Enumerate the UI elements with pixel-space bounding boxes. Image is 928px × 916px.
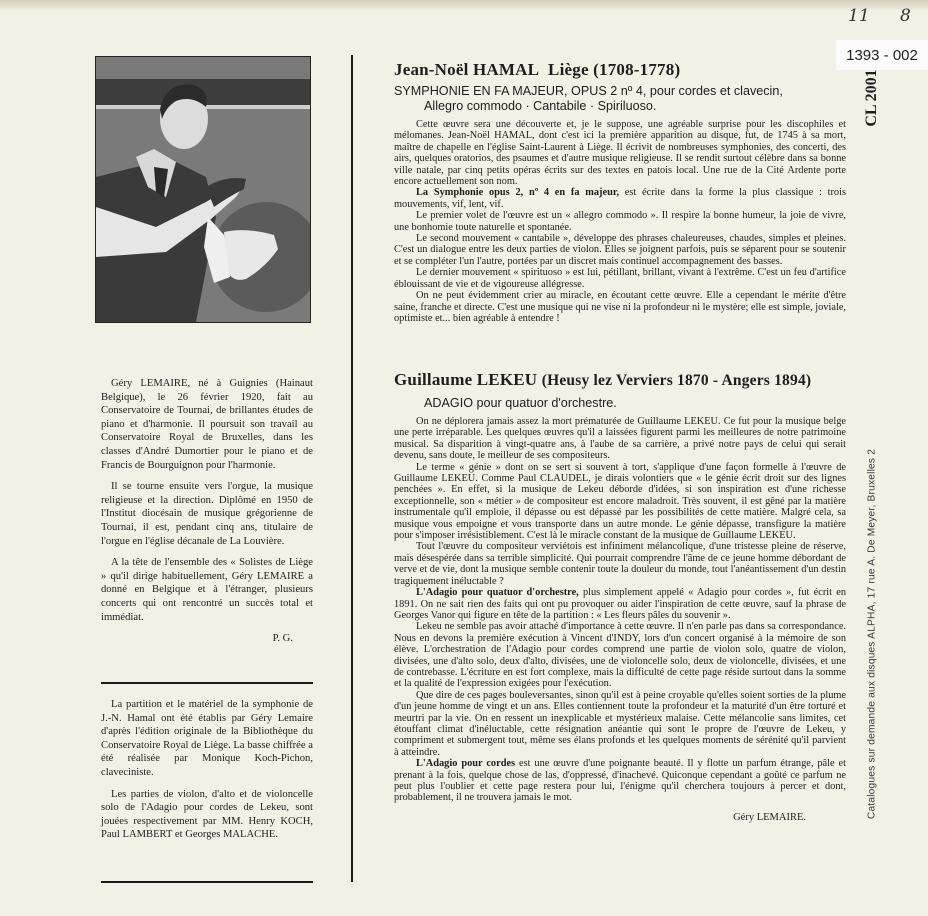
lekeu-paragraph-text: On ne déplorera jamais assez la mort prématurée de Guillaume LEKEU. Ce fut pour la musique belge une perte irréparable. Les quelques œuvres qu'il a laissées figurent parmi les meilleures de notre patrimoine musical. Sa disparition à vingt-quatre ans, à l'aube de sa carrière, a privé notre pays de celui qui serait devenu, sans doute, le meilleur de ses compositeurs. bbox=[394, 416, 846, 462]
lekeu-paragraph bbox=[394, 621, 846, 689]
lekeu-paragraph bbox=[394, 541, 846, 587]
handwritten-note-right: 8 bbox=[900, 6, 911, 26]
lekeu-paragraph bbox=[394, 587, 846, 621]
bio-paragraph: A la tête de l'ensemble des « Solistes de Liège » qu'il dirige habituellement, Géry LEMAIRE a donné en Belgique et à l'étranger, plusieurs concerts qui ont rencontré un succès total et immédiat. bbox=[101, 557, 313, 623]
hamal-paragraph bbox=[394, 210, 846, 233]
hamal-section bbox=[394, 60, 846, 324]
bio-signature: P. G. bbox=[272, 633, 293, 645]
lekeu-paragraph-text: Lekeu ne semble pas avoir attaché d'importance à cette œuvre. Il n'en parle pas dans sa correspondance. Nous en devons la première exécution à Vincent d'INDY, lors d'un concert organisé à la mémoire de son élève. L'orchestration de l'Adagio pour cordes comprend une partie de violon solo, quatre de violon, divisées, une d'alto solo, deux d'alto, divisées, une de violoncelle solo, deux de violoncelle, divisées, et une de contrebasse. L'écriture en est fort complexe, mais la difficulté de cette page réside surtout dans la somme et la qualité de l'expression exigées pour l'exécution. bbox=[394, 621, 846, 690]
sleeve-top-edge bbox=[0, 0, 928, 10]
lekeu-paragraph bbox=[394, 758, 846, 804]
inventory-label bbox=[836, 40, 928, 70]
lekeu-paragraph-text: Que dire de ces pages bouleversantes, sinon qu'il est à peine croyable qu'elles soient sorties de la plume d'un jeune homme de vingt et un ans. Elles contiennent toute la profondeur et la maturité d'un être torturé et meurtri par la vie. On en ressent un inexplicable et mystérieux malaise. Cette mélancolie sans limites, cet étouffant climat d'inéluctable, cette résignation anéantie qui sont le propre de l'œuvre de Lekeu, y compriment et submergent tout, même ses élans profonds et les quelques moments de sérénité qu'il parvient à atteindre. bbox=[394, 689, 846, 758]
hamal-paragraph bbox=[394, 119, 846, 187]
lekeu-section bbox=[394, 370, 846, 823]
lekeu-paragraph-emphasis: L'Adagio pour quatuor d'orchestre, bbox=[416, 587, 579, 599]
lekeu-paragraph bbox=[394, 416, 846, 462]
lekeu-paragraph bbox=[394, 690, 846, 758]
catalogue-number-box bbox=[858, 70, 886, 126]
bio-paragraph: Il se tourne ensuite vers l'orgue, la musique religieuse et la direction. Diplômé en 1950 de l'Institut diocésain de musique grégorienne de Tournai, il est, pendant cinq ans, titulaire de l'orgue en l'église décanale de La Louvière. bbox=[101, 481, 313, 547]
hamal-paragraph bbox=[394, 187, 846, 210]
lekeu-notes bbox=[394, 416, 846, 804]
column-divider bbox=[351, 55, 353, 882]
hamal-paragraph-text: On ne peut évidemment crier au miracle, en écoutant cette œuvre. Elle a cependant le mérite d'être saine, franche et directe. C'est une musique qui ne vise ni la profondeur ni le mystère; elle est simple, joviale, optimiste et... bien agréable à entendre ! bbox=[394, 290, 846, 324]
hamal-paragraph-text: Cette œuvre sera une découverte et, je le suppose, une agréable surprise pour les discophiles et mélomanes. Jean-Noël HAMAL, dont c'est ici la première apparition au disque, fut, de 1745 à sa mort, maître de chapelle en l'église Saint-Laurent à Liège. Il écrivit de nombreuses symphonies, des concerti, des airs, quelques oratorios, des psaumes et d'autre musique religieuse. Il se rendit surtout célèbre dans sa bonne ville natale, par cinq petits opéras écrits sur des textes en patois local. Une rue de la Cité Ardente porte encore actuellement son nom. bbox=[394, 119, 846, 188]
hamal-place-dates: Liège (1708-1778) bbox=[548, 60, 681, 79]
spine-text: Catalogues sur demande aux disques ALPHA, 17 rue A. De Meyer, Bruxelles 2 bbox=[866, 448, 878, 820]
hamal-paragraph bbox=[394, 233, 846, 267]
lekeu-signature: Géry LEMAIRE. bbox=[733, 811, 806, 823]
hamal-paragraph-text: est écrite dans la forme la plus classique : trois mouvements, vif, lent, vif. bbox=[394, 187, 847, 210]
hamal-paragraph-text: Le second mouvement « cantabile », développe des phrases chaleureuses, chaudes, simples et pleines. C'est un dialogue entre les deux parties de violon. Elles se joignent parfois, puis se séparent pour se soutenir et se compléter l'un l'autre, portées par un discret mais continuel accompagnement des basses. bbox=[394, 233, 846, 267]
hamal-paragraph-text: Le dernier mouvement « spirituoso » est lui, pétillant, brillant, vivant à l'extrême. C'est un feu d'artifice éblouissant de vie et de vigoureuse allégresse. bbox=[394, 267, 846, 290]
separator-line bbox=[101, 682, 313, 684]
separator-line bbox=[101, 881, 313, 883]
hamal-paragraph-text: Le premier volet de l'œuvre est un « allegro commodo ». Il respire la bonne humeur, la joie de vivre, une bonhomie toute naturelle et spontanée. bbox=[394, 210, 846, 233]
spine-text-box bbox=[858, 388, 886, 880]
hamal-work-title: SYMPHONIE EN FA MAJEUR, OPUS 2 nº 4, pour cordes et clavecin, bbox=[394, 84, 783, 98]
lekeu-heading bbox=[394, 370, 846, 390]
hamal-movements: Allegro commodo · Cantabile · Spiriluoso. bbox=[424, 99, 657, 113]
lekeu-paragraph-text: plus simplement appelé « Adagio pour cordes », fut écrit en 1891. On ne sait rien des faits qui ont pu provoquer ou aider l'inspiration de cette œuvre, sauf la phrase de Georges Vanor qui figure en tête de la partition : « Les fleurs pâles du souvenir ». bbox=[394, 587, 846, 621]
lekeu-paragraph-text: est une œuvre d'une poignante beauté. Il y flotte un parfum étrange, pâle et prenant à la fois, quelque chose de las, d'oppressé, d'inachevé. Quiconque cependant a goûté ce parfum ne peut plus l'oublier et cette page restera pour lui, l'énigme qu'il cherchera toujours à percer et dont, probablement, il ne trouvera jamais le mot. bbox=[394, 758, 846, 804]
lekeu-place-dates: (Heusy lez Verviers 1870 - Angers 1894) bbox=[541, 372, 812, 389]
inventory-number: 1393 - 002 bbox=[846, 46, 918, 64]
lekeu-work-title: ADAGIO pour quatuor d'orchestre. bbox=[424, 396, 617, 410]
notes-paragraph: Les parties de violon, d'alto et de violoncelle solo de l'Adagio pour cordes de Lekeu, sont jouées respectivement par MM. Henry KOCH, Paul LAMBERT et Georges MALACHE. bbox=[101, 788, 313, 841]
conductor-biography bbox=[101, 377, 313, 646]
hamal-heading bbox=[394, 60, 846, 80]
handwritten-note-left: 11 bbox=[848, 6, 870, 26]
notes-paragraph: La partition et le matériel de la symphonie de J.-N. Hamal ont été établis par Géry Lemaire d'après l'édition originale de la Bibliothèque du Conservatoire Royal de Liège. La basse chiffrée a été réalisée par Monique Koch-Pichon, claveciniste. bbox=[101, 699, 313, 778]
bio-paragraph: Géry LEMAIRE, né à Guignies (Hainaut Belgique), le 26 février 1920, fait au Conservatoire de Tournai, de brillantes études de piano et d'harmonie. Il poursuit son travail au Conservatoire Royal de Bruxelles, dans les classes d'André Dumortier pour le piano et de Francis de Bourguignon pour l'harmonie. bbox=[101, 378, 313, 471]
hamal-paragraph bbox=[394, 290, 846, 324]
catalogue-number: CL 2001 bbox=[863, 69, 880, 127]
conductor-photo bbox=[95, 56, 311, 323]
lekeu-paragraph-text: Tout l'œuvre du compositeur verviétois est infiniment mélancolique, d'une tristesse pleine de réserve, mais désespérée dans sa terrible simplicité. Qui pourrait comprendre l'âme de ce jeune homme débordant de verve et de vie, dont la musique semble contenir toute la douleur du monde, tout l'anéantissement d'un destin tragiquement inéluctable ? bbox=[394, 541, 846, 587]
hamal-notes bbox=[394, 119, 846, 324]
hamal-paragraph-emphasis: La Symphonie opus 2, nº 4 en fa majeur, bbox=[416, 187, 620, 199]
hamal-composer-name: Jean-Noël HAMAL bbox=[394, 60, 540, 79]
performance-notes bbox=[101, 698, 313, 850]
lekeu-paragraph-emphasis: L'Adagio pour cordes bbox=[416, 758, 516, 770]
lekeu-paragraph bbox=[394, 462, 846, 542]
lekeu-paragraph-text: Le terme « génie » dont on se sert si souvent à tort, s'applique d'une façon formelle à l'œuvre de Guillaume LEKEU. Comme Paul CLAUDEL, je dirais volontiers que « le génie écrit droit sur des lignes penchées ». En effet, si la musique de Lekeu déborde d'idées, si son inspiration est d'une richesse exceptionnelle, son « métier » de compositeur est encore maladroit. Très souvent, il est gêné par la matière instrumentale qu'il emploie, il dépasse ou est dépassé par les possibilités de cette matière. Malgré cela, sa musique vous empoigne et vous transporte dans un autre monde. Le génie dépasse, transfigure la matière pour s'imposer irrésistiblement. C'est là le miracle constant de la musique de Guillaume LEKEU. bbox=[394, 461, 846, 542]
lekeu-composer-name: Guillaume LEKEU bbox=[394, 370, 538, 389]
conductor-portrait-image bbox=[96, 57, 310, 322]
hamal-paragraph bbox=[394, 267, 846, 290]
